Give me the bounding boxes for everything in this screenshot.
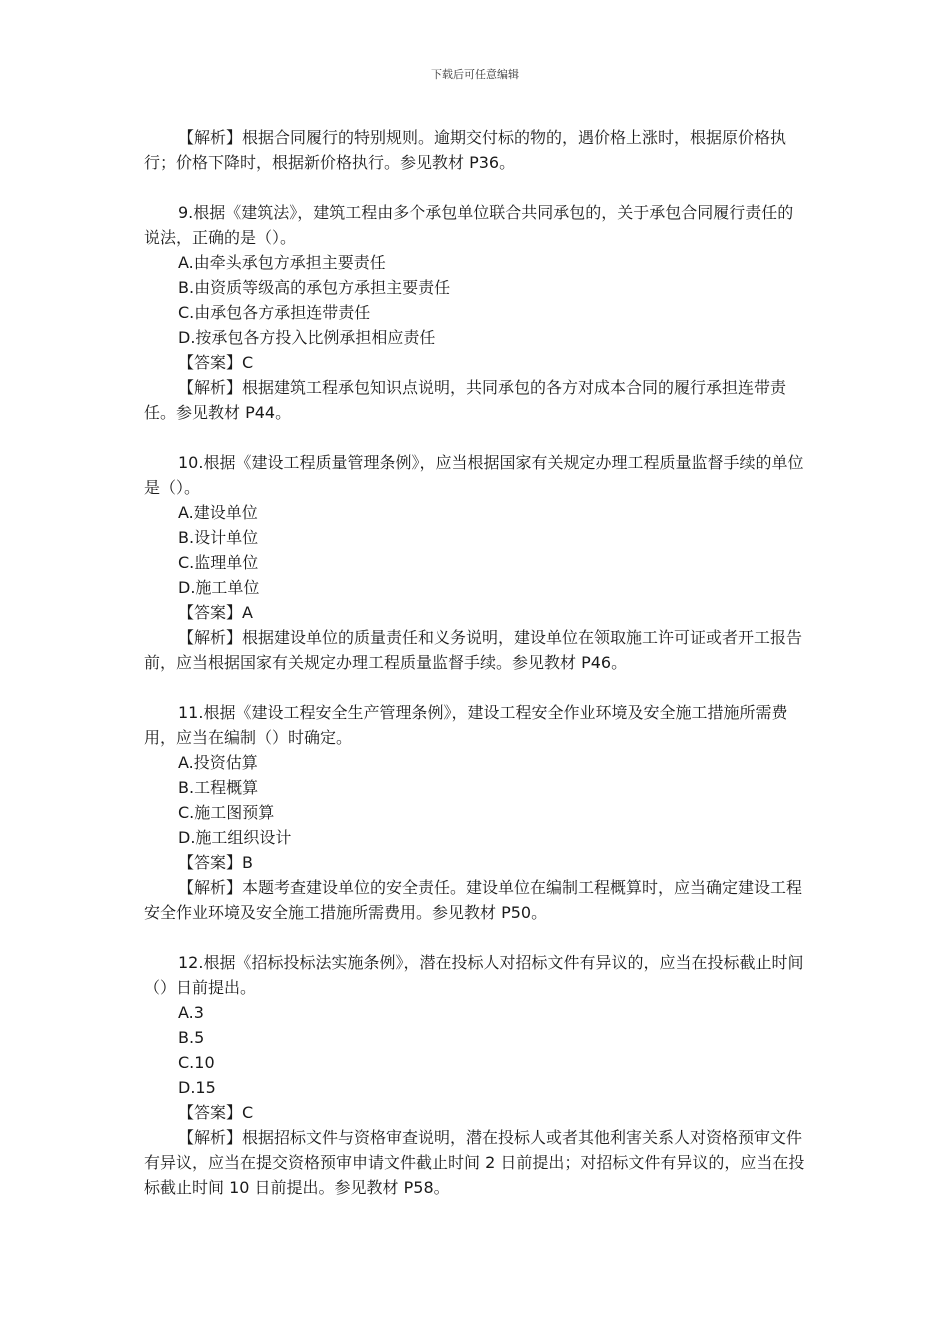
question-option: C.监理单位 — [178, 553, 259, 572]
question-option: A.投资估算 — [178, 753, 258, 772]
question-option: D.施工单位 — [178, 578, 260, 597]
spacer — [144, 675, 808, 700]
question-option: D.施工组织设计 — [178, 828, 292, 847]
question-analysis: 【解析】根据建筑工程承包知识点说明，共同承包的各方对成本合同的履行承担连带责任。参见教材 P44。 — [144, 378, 787, 422]
question-stem: 10.根据《建设工程质量管理条例》，应当根据国家有关规定办理工程质量监督手续的单位是（）。 — [144, 453, 804, 497]
question-option: B.工程概算 — [178, 778, 259, 797]
question-answer: 【答案】C — [178, 353, 254, 372]
spacer — [144, 175, 808, 200]
question-block — [144, 950, 808, 1200]
question-stem: 9.根据《建筑法》，建筑工程由多个承包单位联合共同承包的，关于承包合同履行责任的说法，正确的是（）。 — [144, 203, 794, 247]
page-header: 下载后可任意编辑 — [431, 68, 519, 81]
question-answer: 【答案】A — [178, 603, 253, 622]
question-answer: 【答案】B — [178, 853, 253, 872]
spacer — [144, 925, 808, 950]
question-option: B.由资质等级高的承包方承担主要责任 — [178, 278, 451, 297]
intro-analysis: 【解析】根据合同履行的特别规则。逾期交付标的物的，遇价格上涨时，根据原价格执行；价格下降时，根据新价格执行。参见教材 P36。 — [144, 128, 787, 172]
question-option: B.5 — [178, 1028, 205, 1047]
question-option: A.3 — [178, 1003, 204, 1022]
question-answer: 【答案】C — [178, 1103, 254, 1122]
question-option: C.由承包各方承担连带责任 — [178, 303, 371, 322]
question-option: D.按承包各方投入比例承担相应责任 — [178, 328, 436, 347]
question-block — [144, 450, 808, 675]
question-analysis: 【解析】根据建设单位的质量责任和义务说明，建设单位在领取施工许可证或者开工报告前，应当根据国家有关规定办理工程质量监督手续。参见教材 P46。 — [144, 628, 803, 672]
question-option: B.设计单位 — [178, 528, 259, 547]
question-analysis: 【解析】本题考查建设单位的安全责任。建设单位在编制工程概算时，应当确定建设工程安全作业环境及安全施工措施所需费用。参见教材 P50。 — [144, 878, 803, 922]
question-option: C.施工图预算 — [178, 803, 275, 822]
question-block — [144, 700, 808, 925]
spacer — [144, 425, 808, 450]
question-analysis: 【解析】根据招标文件与资格审查说明，潜在投标人或者其他利害关系人对资格预审文件有异议，应当在提交资格预审申请文件截止时间 2 日前提出；对招标文件有异议的，应当在投标截止时间 10 日前提出。参见教材 P58。 — [144, 1128, 805, 1197]
question-option: D.15 — [178, 1078, 216, 1097]
question-option: A.建设单位 — [178, 503, 258, 522]
question-option: C.10 — [178, 1053, 215, 1072]
question-stem: 11.根据《建设工程安全生产管理条例》，建设工程安全作业环境及安全施工措施所需费用，应当在编制（）时确定。 — [144, 703, 788, 747]
document-body — [144, 125, 808, 1200]
question-block — [144, 200, 808, 425]
question-stem: 12.根据《招标投标法实施条例》，潜在投标人对招标文件有异议的，应当在投标截止时间（）日前提出。 — [144, 953, 804, 997]
question-option: A.由牵头承包方承担主要责任 — [178, 253, 386, 272]
